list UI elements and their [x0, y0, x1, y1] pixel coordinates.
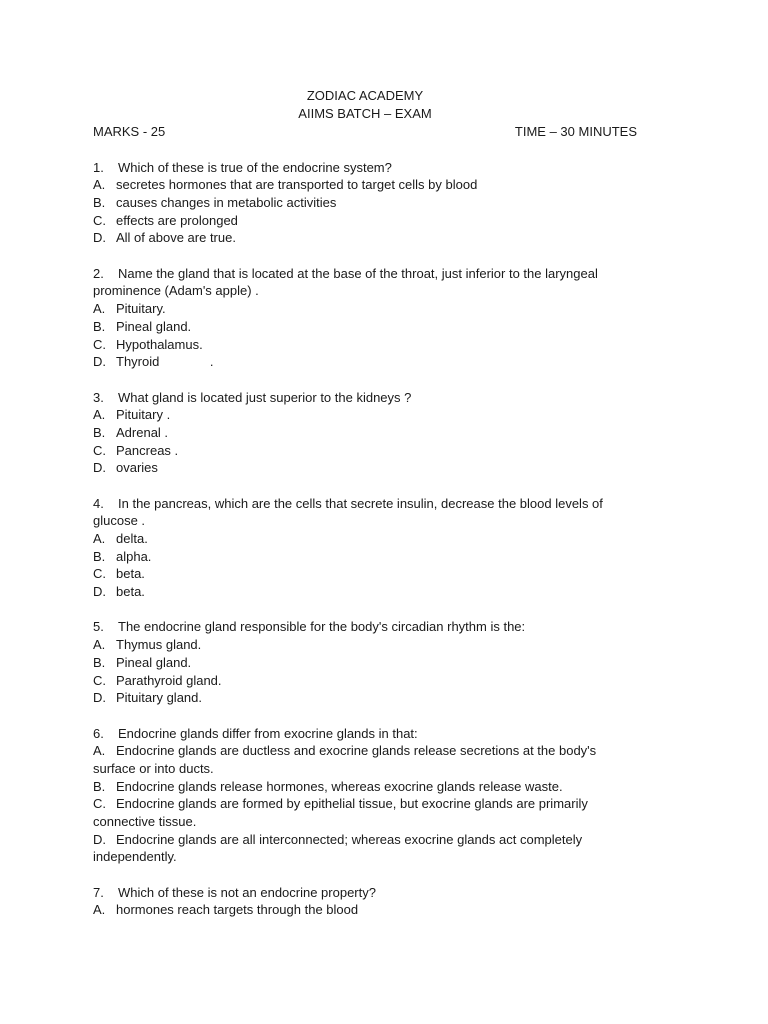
option-2 — [93, 654, 653, 672]
option-letter: A. — [93, 637, 106, 653]
option-4 — [93, 583, 653, 601]
exam-title: AIIMS BATCH – EXAM — [298, 106, 432, 121]
question-text-line — [93, 389, 653, 407]
school-name: ZODIAC ACADEMY — [306, 88, 424, 103]
question-text: In the pancreas, which are the cells that secrete insulin, decrease the blood levels of — [118, 495, 603, 511]
option-letter: C. — [93, 442, 106, 458]
question-number: 3. — [93, 389, 104, 405]
marks-time-row — [93, 123, 637, 141]
option-letter: A. — [93, 902, 106, 918]
option-1 — [93, 636, 653, 654]
option-text: Pineal gland. — [116, 654, 192, 670]
option-text: secretes hormones that are transported to target cells by blood — [116, 177, 478, 193]
option-3 — [93, 565, 653, 583]
option-letter: D. — [93, 230, 106, 246]
option-letter: B. — [93, 654, 106, 670]
option-1 — [93, 530, 653, 548]
question-text-continuation: glucose . — [93, 513, 146, 529]
option-4 — [93, 689, 653, 707]
option-text: Pineal gland. — [116, 318, 192, 334]
question-3 — [93, 389, 653, 478]
option-1 — [93, 406, 653, 424]
question-text: Which of these is true of the endocrine system? — [118, 159, 392, 175]
question-6 — [93, 725, 653, 867]
option-2 — [93, 424, 653, 442]
option-text: delta. — [116, 531, 148, 547]
option-text: Hypothalamus. — [116, 336, 203, 352]
option-2 — [93, 318, 653, 336]
option-text: Endocrine glands are ductless and exocrine glands release secretions at the body's — [116, 743, 597, 759]
option-letter: B. — [93, 195, 106, 210]
option-4 — [93, 831, 653, 849]
option-text-continuation: connective tissue. — [93, 814, 197, 830]
option-1 — [93, 901, 653, 919]
option-text: Pituitary gland. — [116, 690, 202, 706]
question-text: Which of these is not an endocrine property? — [118, 884, 376, 900]
question-number: 4. — [93, 495, 104, 511]
option-letter: C. — [93, 336, 106, 352]
option-text: hormones reach targets through the blood — [116, 902, 359, 918]
option-text: alpha. — [116, 548, 152, 564]
option-1 — [93, 300, 653, 318]
option-letter: D. — [93, 354, 106, 370]
option-text: Pancreas . — [116, 442, 179, 458]
option-text: effects are prolonged — [116, 212, 238, 228]
question-text: The endocrine gland responsible for the body's circadian rhythm is the: — [118, 619, 526, 635]
option-letter: B. — [93, 318, 106, 334]
question-text-line — [93, 265, 653, 283]
option-letter: B. — [93, 778, 106, 794]
option-text: Thymus gland. — [116, 637, 202, 653]
option-3 — [93, 795, 653, 813]
option-letter: A. — [93, 743, 106, 759]
question-5 — [93, 618, 653, 707]
option-letter: D. — [93, 690, 106, 706]
question-text-continuation: prominence (Adam's apple) . — [93, 283, 259, 299]
question-number: 2. — [93, 265, 104, 281]
option-letter: C. — [93, 672, 106, 688]
option-text: beta. — [116, 584, 145, 600]
question-2 — [93, 265, 653, 371]
time-label: TIME – 30 MINUTES — [514, 124, 637, 139]
option-3 — [93, 336, 653, 354]
option-3 — [93, 442, 653, 460]
option-letter: C. — [93, 796, 106, 812]
question-number: 1. — [93, 159, 104, 175]
option-letter: B. — [93, 424, 106, 440]
option-text-continuation: surface or into ducts. — [93, 760, 214, 776]
question-text: Name the gland that is located at the base of the throat, just inferior to the laryngeal — [118, 265, 598, 281]
option-letter: A. — [93, 531, 106, 547]
option-text: All of above are true. — [116, 230, 236, 246]
option-letter: D. — [93, 584, 106, 600]
question-text-line — [93, 159, 653, 177]
question-number: 6. — [93, 725, 104, 741]
option-4 — [93, 353, 653, 371]
question-text: What gland is located just superior to the kidneys ? — [118, 389, 412, 405]
marks-label: MARKS - 25 — [93, 124, 166, 139]
option-letter: A. — [93, 177, 106, 193]
question-text-line — [93, 884, 653, 902]
question-text-line — [93, 495, 653, 513]
option-letter: D. — [93, 831, 106, 847]
option-1 — [93, 742, 653, 760]
option-2 — [93, 194, 653, 212]
option-1 — [93, 176, 653, 194]
question-text-line — [93, 725, 653, 743]
option-4 — [93, 459, 653, 477]
question-number: 5. — [93, 619, 104, 635]
option-letter: B. — [93, 548, 106, 564]
option-text: causes changes in metabolic activities — [116, 195, 337, 210]
option-text: Pituitary . — [116, 407, 171, 423]
option-letter: C. — [93, 212, 106, 228]
question-number: 7. — [93, 884, 104, 900]
exam-page — [93, 87, 653, 919]
question-4 — [93, 495, 653, 601]
option-text: Parathyroid gland. — [116, 672, 222, 688]
question-list — [93, 159, 653, 920]
option-4 — [93, 229, 653, 247]
option-2 — [93, 778, 653, 796]
option-text: Endocrine glands are formed by epithelial tissue, but exocrine glands are primarily — [116, 796, 588, 812]
option-text: Pituitary. — [116, 301, 166, 317]
option-2 — [93, 548, 653, 566]
option-letter: A. — [93, 301, 106, 317]
option-text: ovaries — [116, 460, 158, 476]
option-3 — [93, 672, 653, 690]
option-letter: A. — [93, 407, 106, 423]
option-text: Adrenal . — [116, 424, 169, 440]
option-text: Endocrine glands release hormones, whereas exocrine glands release waste. — [116, 778, 563, 794]
option-letter: C. — [93, 566, 106, 582]
question-text-line — [93, 618, 653, 636]
question-7 — [93, 884, 653, 919]
option-letter: D. — [93, 460, 106, 476]
option-3 — [93, 212, 653, 230]
option-text-continuation: independently. — [93, 849, 177, 865]
option-text: beta. — [116, 566, 145, 582]
option-text: Endocrine glands are all interconnected; whereas exocrine glands act completely — [116, 831, 583, 847]
option-text: Thyroid . — [116, 354, 214, 370]
question-text: Endocrine glands differ from exocrine glands in that: — [118, 725, 418, 741]
question-1 — [93, 159, 653, 248]
